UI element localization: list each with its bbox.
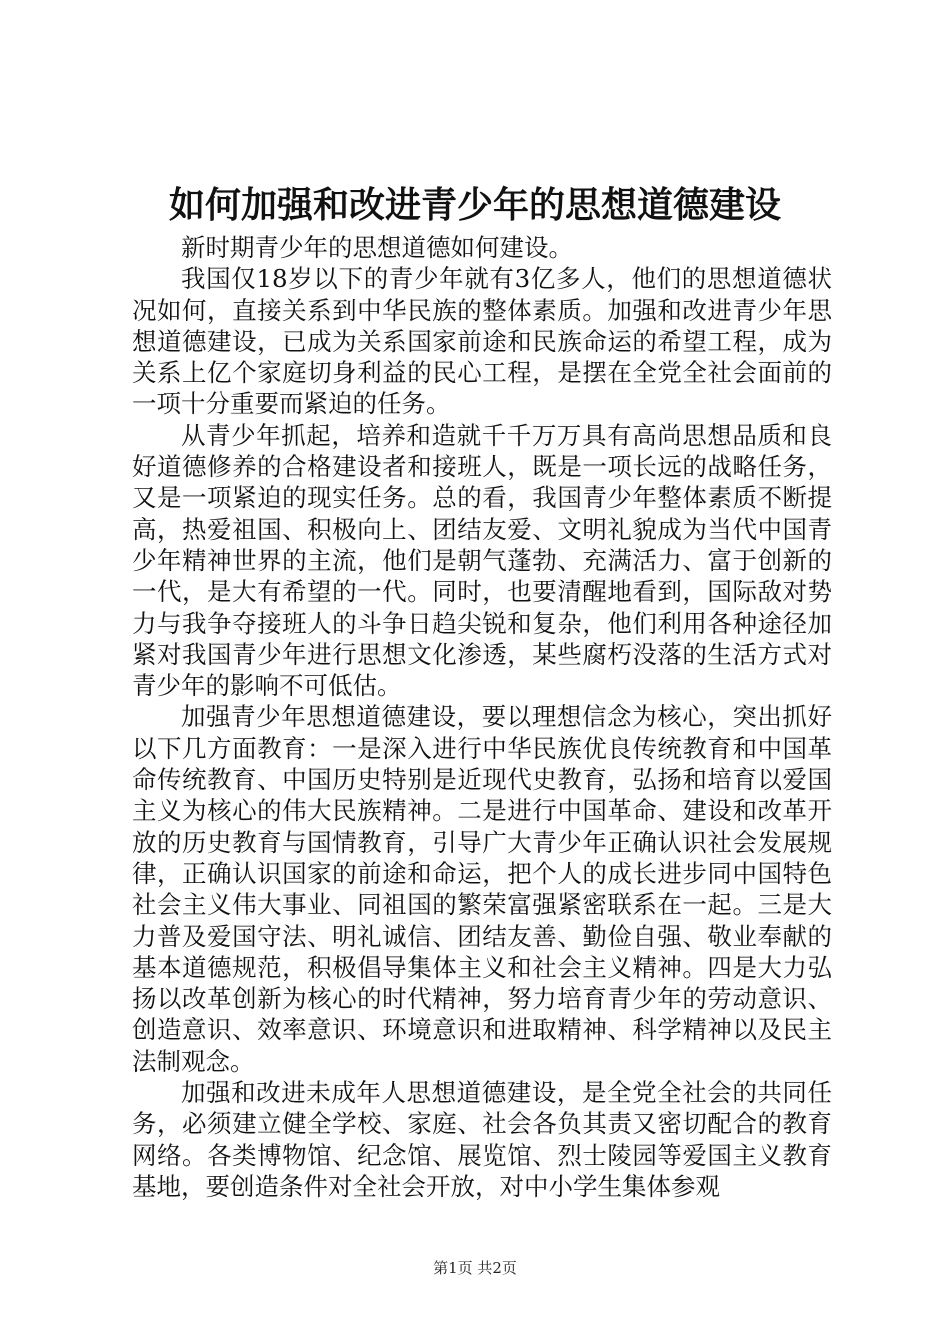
paragraph-2: 我国仅18岁以下的青少年就有3亿多人，他们的思想道德状况如何，直接关系到中华民族的整体素质。加强和改进青少年思想道德建设，已成为关系国家前途和民族命运的希望工程，成为关系上亿个家庭切身利益的民心工程，是摆在全党全社会面前的一项十分重要而紧迫的任务。 bbox=[132, 264, 832, 419]
document-title: 如何加强和改进青少年的思想道德建设 bbox=[168, 184, 781, 226]
paragraph-4: 加强青少年思想道德建设，要以理想信念为核心，突出抓好以下几方面教育：一是深入进行中华民族优良传统教育和中国革命传统教育、中国历史特别是近现代史教育，弘扬和培育以爱国主义为核心的伟大民族精神。二是进行中国革命、建设和改革开放的历史教育与国情教育，引导广大青少年正确认识社会发展规律，正确认识国家的前途和命运，把个人的成长进步同中国特色社会主义伟大事业、同祖国的繁荣富强紧密联系在一起。三是大力普及爱国守法、明礼诚信、团结友善、勤俭自强、敬业奉献的基本道德规范，积极倡导集体主义和社会主义精神。四是大力弘扬以改革创新为核心的时代精神，努力培育青少年的劳动意识、创造意识、效率意识、环境意识和进取精神、科学精神以及民主法制观念。 bbox=[132, 702, 832, 1076]
paragraph-3: 从青少年抓起，培养和造就千千万万具有高尚思想品质和良好道德修养的合格建设者和接班人，既是一项长远的战略任务，又是一项紧迫的现实任务。总的看，我国青少年整体素质不断提高，热爱祖国、积极向上、团结友爱、文明礼貌成为当代中国青少年精神世界的主流，他们是朝气蓬勃、充满活力、富于创新的一代，是大有希望的一代。同时，也要清醒地看到，国际敌对势力与我争夺接班人的斗争日趋尖锐和复杂，他们利用各种途径加紧对我国青少年进行思想文化渗透，某些腐朽没落的生活方式对青少年的影响不可低估。 bbox=[132, 420, 832, 701]
document-body bbox=[132, 232, 832, 1202]
page-number-footer: 第1页 共2页 bbox=[433, 1259, 517, 1277]
paragraph-5: 加强和改进未成年人思想道德建设，是全党全社会的共同任务，必须建立健全学校、家庭、社会各负其责又密切配合的教育网络。各类博物馆、纪念馆、展览馆、烈士陵园等爱国主义教育基地，要创造条件对全社会开放，对中小学生集体参观 bbox=[132, 1078, 832, 1201]
paragraph-1: 新时期青少年的思想道德如何建设。 bbox=[181, 233, 573, 262]
